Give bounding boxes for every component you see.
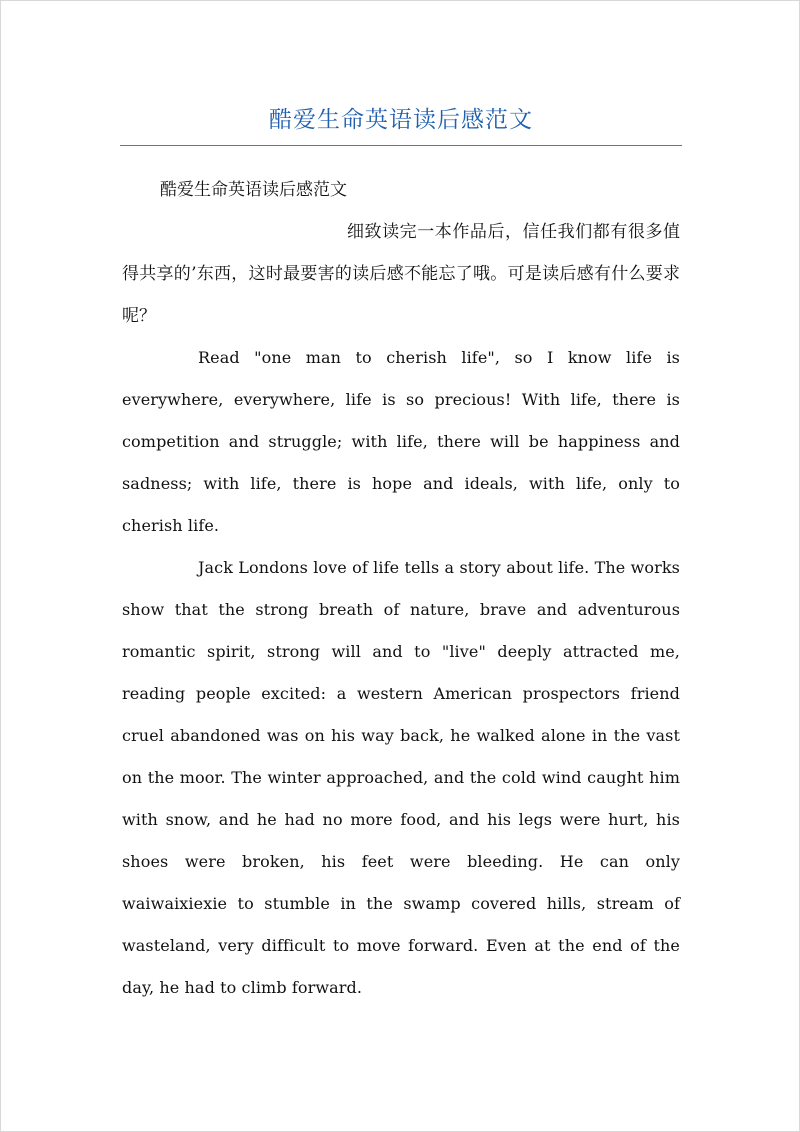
section-heading: 酷爱生命英语读后感范文	[160, 180, 347, 200]
document-body	[122, 169, 680, 1009]
intro-paragraph: 细致读完一本作品后，信任我们都有很多值得共享的’东西，这时最要害的读后感不能忘了哦。可是读后感有什么要求呢？	[122, 222, 680, 326]
body-paragraph-2: Jack Londons love of life tells a story about life. The works show that the strong breath of nature, brave and adventurous romantic spirit, strong will and to "live" deeply attracted me, reading people excited: a western American prospectors friend cruel abandoned was on his way back, he walked alone in the vast on the moor. The winter approached, and the cold wind caught him with snow, and he had no more food, and his legs were hurt, his shoes were broken, his feet were bleeding. He can only waiwaixiexie to stumble in the swamp covered hills, stream of wasteland, very difficult to move forward. Even at the end of the day, he had to climb forward.	[122, 558, 680, 997]
document-title: 酷爱生命英语读后感范文	[269, 107, 533, 133]
title-divider	[120, 145, 682, 146]
body-paragraph-1: Read "one man to cherish life", so I know life is everywhere, everywhere, life is so precious! With life, there is competition and struggle; with life, there will be happiness and sadness; with life, there is hope and ideals, with life, only to cherish life.	[122, 348, 680, 535]
